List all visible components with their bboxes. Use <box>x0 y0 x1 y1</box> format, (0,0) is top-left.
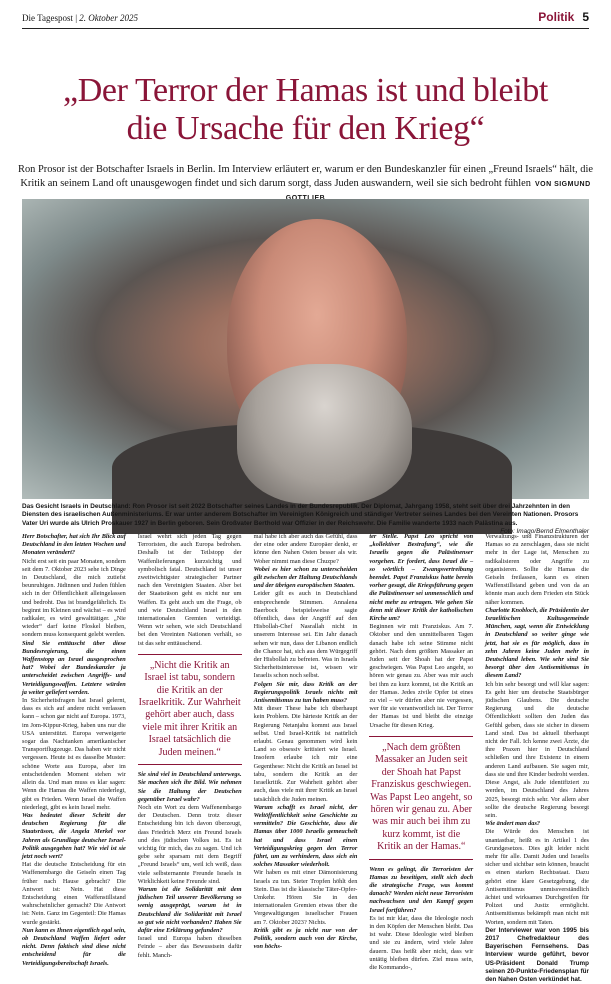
column-1 <box>22 533 126 967</box>
question: Sind Sie enttäuscht über diese Bundesregierung, die einen Waffenstopp an Israel ausgesprochen hat? Wobei der Bundeskanzler ja unterscheidet zwischen Angriffs- und Verteidigungswaffen. Letztere würden ja weiter geliefert werden. <box>22 639 126 696</box>
photo-beard-shape <box>237 364 412 504</box>
answer: Mit dieser These habe ich überhaupt kein Problem. Die härteste Kritik an der Regierung Netanjahu kommt aus Israel selbst. Und Israel-Kritik ist natürlich erlaubt. Genau genommen wird kein Land so obsessiv kritisiert wie Israel. Insofern erlaube ich mir eine Gegenthese: Nicht die Kritik an Israel ist tabu, sondern die Kritik an der Israelkritik. Zur Wahrheit gehört aber auch, dass viele mit ihrer Kritik an Israel tatsächlich die Juden meinen. <box>253 705 358 803</box>
photo-credit: Foto: Imago/Bernd Elmenthaler <box>500 527 589 535</box>
answer: Die Würde des Menschen ist unantastbar, heißt es in Artikel 1 des Grundgesetzes. Dies gilt leider nicht mehr für alle. Damit Juden und Israelis sicher und sichtbar sein können, braucht es einen starken Rechtsstaat. Dazu gehört eine klare Gesetzgebung, die Antisemitismus unmissverständlich ächtet und wirksames Durchgreifen für Polizei und Justiz ermöglicht. Antisemitismus bekämpft man nicht mit Worten, sondern mit Taten. <box>485 828 589 926</box>
photo-caption <box>22 503 589 536</box>
column-4 <box>369 533 474 971</box>
question: Sie sind viel in Deutschland unterwegs. Sie machen sich ihr Bild. Wie nehmen Sie die Haltung der Deutschen gegenüber Israel wahr? <box>137 771 242 803</box>
pull-quote: „Nicht die Kritik an Israel ist tabu, sondern die Kritik an der Israelkritik. Zur Wahrheit gehört aber auch, dass viele mit ihrer Kritik an Israel tatsächlich die Juden meinen.“ <box>138 654 242 765</box>
question: Warum schafft es Israel nicht, der Weltöffentlichkeit seine Geschichte zu vermitteln? Die Geschichte, dass die Hamas über 1000 Israelis gemeuchelt hat und dass Israel einen Verteidigungskrieg gegen den Terror führt, um zu verhindern, dass sich ein solches Massaker wiederholt. <box>253 803 358 869</box>
question: Folgen Sie mir, dass Kritik an der Regierungspolitik Israels nichts mit Antisemitismus zu tun haben muss? <box>253 680 358 705</box>
interviewer-note: Der Interviewer war von 1995 bis 2017 Chefredakteur des Bayerischen Fernsehens. Das Interview wurde geführt, bevor US-Präsident Donald Trump seinen 20-Punkte-Friedensplan für den Nahen Osten verkündet hat. <box>485 926 589 983</box>
question: Wenn es gelingt, die Terroristen der Hamas zu beseitigen, stellt sich doch die strategische Frage, was kommt danach? Werden nicht neue Terroristen nachwachsen und den Kampf gegen Israel fortführen? <box>369 865 474 914</box>
page-number: 5 <box>582 10 589 24</box>
answer: Israel wehrt sich jeden Tag gegen Terroristen, die auch Europa bedrohen. Deshalb ist der Teilstopp der Waffenlieferungen kurzsichtig und symbolisch fatal. Deutschland ist unser zweitwichtigster strategischer Partner nach den Vereinigten Staaten. Aber bei der Staatsräson geht es nicht nur um Waffen. Es geht auch um die Frage, ob und wie Deutschland Israel in den internationalen Gremien verteidigt. Wenn wir sehen, wie sich Deutschland bei den Vereinten Nationen verhält, so ist das sehr enttäuschend. <box>137 533 242 647</box>
question: Wobei es hier schon zu unterscheiden gilt zwischen der Haltung Deutschlands und der übrigen europäischen Staaten. <box>253 565 358 590</box>
answer: mal habe ich aber auch das Gefühl, dass der eine oder andere Europäer denkt, er könne den Nahen Osten besser als wir. Woher nimmt man diese Chuzpe? <box>253 533 358 565</box>
question: Warum ist die Solidarität mit dem jüdischen Teil unserer Bevölkerung so wenig ausgeprägt, warum ist in Deutschland die Solidarität mit Israel so gut wie nicht vorhanden? Haben Sie dafür eine Erklärung gefunden? <box>137 885 242 934</box>
column-3 <box>253 533 358 951</box>
article-body <box>22 533 589 983</box>
caption-text: Das Gesicht Israels in Deutschland: Ron Prosor ist seit 2022 Botschafter seines Landes in der Bundesrepublik. Der Diplomat, Jahrgang 1958, steht seit über drei Jahrzehnten in den Diensten des israelischen Außenministeriums. Er war unter anderem Botschafter im Vereinigten Königreich und ständiger Vertreter seines Landes bei den Vereinten Nationen. Prosors Vater Uri wurde als Ulrich Proskauer 1927 in Berlin geboren. Sein Großvater Berthold war Offizier in der Reichswehr. Die Familie wanderte 1933 nach Palästina aus. <box>22 503 579 527</box>
headline: „Der Terror der Hamas ist und bleibt die Ursache für den Krieg“ <box>63 72 548 147</box>
answer: Es ist mir klar, dass die Ideologie noch in den Köpfen der Menschen bleibt. Das ist wahr. Diese Ideologie wird bleiben und sie zu ändern, wird viele Jahre dauern. Das heißt aber nicht, dass wir untätig bleiben dürfen. Ziel muss sein, die Kommando-, <box>369 914 474 971</box>
lead-text: Ron Prosor ist der Botschafter Israels in Berlin. Im Interview erläutert er, warum er den Bundeskanzler für einen „Freund Israels“ hält, die Kritik an seinem Land oft unausgewogen findet und sich darum sorgt, dass Juden auswandern, weil sie sich bedroht fühlen <box>18 164 593 189</box>
question: Charlotte Knobloch, die Präsidentin der Israelitischen Kultusgemeinde München, sagt, wenn die Entwicklung in Deutschland so weiter ginge wie jetzt, hat sie es für möglich, dass in zehn Jahren keine Juden mehr in Deutschland leben. Wie sehr sind Sie besorgt über den Antisemitismus in diesem Land? <box>485 606 589 680</box>
portrait-photo <box>22 199 589 499</box>
pull-quote: „Nach dem größten Massaker an Juden seit der Shoah hat Papst Franziskus geschwiegen. Was Papst Leo angeht, so hören wir genau zu. Aber was mir auch bei ihm zu kurz kommt, ist die Kritik an der Hamas.“ <box>369 736 473 860</box>
question: Nun kann es Ihnen eigentlich egal sein, ob Deutschland Waffen liefert oder nicht. Denn faktisch sind diese nicht entscheidend für die Verteidigungsbereitschaft Israels. <box>22 926 126 967</box>
question: Was bedeutet dieser Schritt der deutschen Regierung für die Staatsräson, die Angela Merkel vor Jahren als Grundlage deutscher Israel-Politik ausgegeben hat? Wie viel ist sie jetzt noch wert? <box>22 811 126 860</box>
answer: Noch ein Wort zu dem Waffenembargo der Deutschen. Denn trotz dieser Entscheidung bin ich davon überzeugt, dass Friedrich Merz ein Freund Israels und des jüdischen Volkes ist. Es ist wichtig für mich, das zu sagen. Und ich gebe sehr sparsam mit dem Begriff „Freund Israels“ um, weil ich weiß, dass viele selbsternannte Freunde Israels in Wirklichkeit keine Freunde sind. <box>137 803 242 885</box>
answer: Nicht erst seit ein paar Monaten, sondern seit dem 7. Oktober 2023 sehe ich Dinge in Deutschland, die mich zutiefst beunruhigen. Jüdinnen und Juden fühlen sich in der Öffentlichkeit alleingelassen und bedroht. Das ist brandgefährlich. Es beginnt im Kleinen und wächst – es wird radikaler, es wird gewalttätiger. „Nie wieder“ darf keine Floskel bleiben, sondern muss konsequent gelebt werden. <box>22 557 126 639</box>
answer: Beginnen wir mit Franziskus. Am 7. Oktober und den unmittelbaren Tagen danach habe ich seine Stimme nicht gehört. Nach dem größten Massaker an Juden seit der Shoah hat der Papst geschwiegen. Was Papst Leo angeht, so hören wir genau zu. Aber was mir auch bei ihm zu kurz kommt, ist die Kritik an der Hamas. Jedes zivile Opfer ist eines zu viel – wir dürfen aber nie vergessen, wer für sie verantwortlich ist. Der Terror der Hamas ist und bleibt die einzige Ursache für diesen Krieg. <box>369 623 474 729</box>
answer: Hat die deutsche Entscheidung für ein Waffenembargo die Geiseln einen Tag früher nach Hause gebracht? Die Antwort ist: Nein. Hat diese Entscheidung einen Waffenstillstand wahrscheinlicher gemacht? Die Antwort ist: Nein. Ganz im Gegenteil: Die Hamas wurde gestärkt. <box>22 861 126 926</box>
byline: VON SIGMUND <box>534 180 591 188</box>
page-header <box>22 10 589 29</box>
issue-date: 2. Oktober 2025 <box>79 13 139 23</box>
answer: Ich bin sehr besorgt und will klar sagen: Es geht hier um deutsche Staatsbürger jüdischen Glaubens. Die deutsche Regierung und die deutsche Öffentlichkeit sollten den Juden das Gefühl geben, dass sie sicher in diesem Land sind. Das ist aktuell überhaupt nicht der Fall. Ich kenne zwei Ärzte, die ihre Praxen hier in Deutschland schließen und ihre Existenz in einem anderen Land aufbauen. Sie sagen mir, dass sie und ihre Kinder bedroht werden. Diese Angst, als Jude identifiziert zu werden, im Deutschland des Jahres 2025, besorgt mich sehr. Vor allem aber sollte die deutsche Regierung besorgt sein. <box>485 680 589 819</box>
answer: Leider gilt es auch in Deutschland entsprechende Stimmen. Annalena Baerbock beispielsweise sagte öffentlich, dass der Angriff auf den Hisbollah-Chef Nasrallah nicht in unserem Interesse sei. Ein Jahr danach sehen wir nun, dass der Libanon endlich die Chance hat, sich aus dem Würgegriff der Hisbollah zu befreien. Was in Israels Sicherheitsinteresse ist, wissen wir Israelis schon noch selbst. <box>253 590 358 680</box>
question: Herr Botschafter, hat sich Ihr Blick auf Deutschland in den letzten Wochen und Monaten verändert? <box>22 533 126 557</box>
answer: In Sicherheitsfragen hat Israel gelernt, dass es sich auf andere nicht verlassen kann – schon gar nicht auf Europa. 1973, im Jom-Kippur-Krieg, haben uns nur die USA unterstützt. Europa verweigerte sogar das Nachtanken amerikanischer Transportflugzeuge. Das haben wir nicht vergessen. Heute ist es dasselbe Muster: schöne Worte aus Europa, aber im entscheidenden Moment stehen wir allein da. Und man muss es klar sagen: Wenn die Hamas die Waffen niederlegt, gibt es Frieden. Wenn Israel die Waffen niederlegt, gibt es kein Israel mehr. <box>22 697 126 811</box>
question: Kritik gibt es ja nicht nur von der Politik, sondern auch von der Kirche, von höchs- <box>253 926 358 951</box>
paper-name: Die Tagespost <box>22 13 73 23</box>
answer: Israel und Europa haben dieselben Feinde – aber das Bewusstsein dafür fehlt. Manch- <box>137 935 242 959</box>
answer: Wir haben es mit einer Dämonisierung Israels zu tun. Steter Tropfen höhlt den Stein. Das ist die klassische Täter-Opfer-Umkehr. Hören Sie in den internationalen Gremien etwas über die Vergewaltigungen israelischer Frauen am 7. Oktober 2023? Nichts. <box>253 869 358 926</box>
answer: Verwaltungs- und Finanzstrukturen der Hamas so zu zerschlagen, dass sie nicht mehr in der Lage ist, Menschen zu radikalisieren oder Angriffe zu organisieren. Sollte die Hamas die Geiseln freilassen, kann es einen Waffenstillstand geben und von da an könnte man auch dem Frieden ein Stück näher kommen. <box>485 533 589 606</box>
section-label <box>538 10 589 24</box>
column-5 <box>485 533 589 983</box>
section-name: Politik <box>538 10 575 24</box>
question: Wie ändert man das? <box>485 820 541 828</box>
masthead: Die Tagespost | 2. Oktober 2025 <box>22 13 139 23</box>
question: ter Stelle. Papst Leo spricht von „kollektiver Bestrafung“, wie die Israelis gegen die Palästinenser vorgehen. Er fordert, dass Israel die – so wörtlich – Zwangsvertreibung beendet. Papst Franziskus hatte bereits vorher gesagt, die Kriegsführung gegen die Palästinenser sei unmenschlich und nicht mehr zu ertragen. Wie gehen Sie denn mit dieser Kritik der katholischen Kirche um? <box>369 533 474 623</box>
column-2 <box>137 533 242 959</box>
